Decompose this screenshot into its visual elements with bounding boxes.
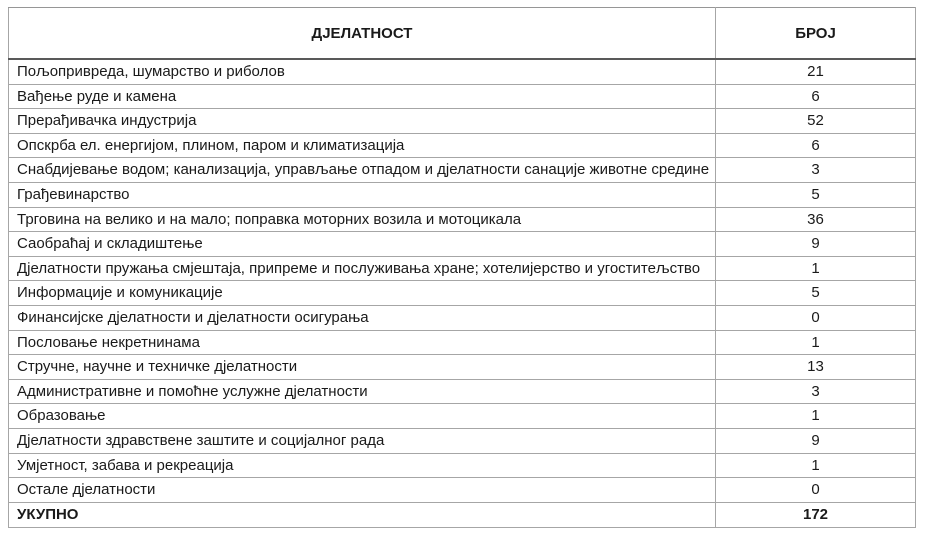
activity-cell: Дјелатности здравствене заштите и социјалног рада [9, 428, 716, 453]
count-cell: 21 [716, 59, 916, 84]
count-cell: 9 [716, 428, 916, 453]
count-cell: 3 [716, 379, 916, 404]
activities-table [8, 7, 916, 528]
table-row [9, 404, 916, 429]
table-header-row [9, 8, 916, 60]
table-row [9, 355, 916, 380]
count-cell: 0 [716, 478, 916, 503]
activity-cell: Саобраћај и складиштење [9, 232, 716, 257]
table-row [9, 207, 916, 232]
activity-cell: Образовање [9, 404, 716, 429]
activity-cell: Трговина на велико и на мало; поправка моторних возила и мотоцикала [9, 207, 716, 232]
count-cell: 9 [716, 232, 916, 257]
count-cell: 36 [716, 207, 916, 232]
table-row [9, 133, 916, 158]
table-row [9, 59, 916, 84]
count-cell: 6 [716, 84, 916, 109]
table-row [9, 379, 916, 404]
activity-cell: Вађење руде и камена [9, 84, 716, 109]
table-row [9, 453, 916, 478]
table-row [9, 84, 916, 109]
count-cell: 5 [716, 281, 916, 306]
table-row [9, 182, 916, 207]
activity-cell: Дјелатности пружања смјештаја, припреме и послуживања хране; хотелијерство и угоститељство [9, 256, 716, 281]
count-cell: 1 [716, 453, 916, 478]
table-row [9, 330, 916, 355]
activity-cell: Грађевинарство [9, 182, 716, 207]
table-row [9, 428, 916, 453]
table-total-row [9, 502, 916, 527]
activity-cell: Административне и помоћне услужне дјелатности [9, 379, 716, 404]
count-cell: 52 [716, 109, 916, 134]
table-row [9, 109, 916, 134]
count-cell: 5 [716, 182, 916, 207]
activity-cell: Стручне, научне и техничке дјелатности [9, 355, 716, 380]
activities-table-container [8, 7, 916, 528]
table-row [9, 256, 916, 281]
count-cell: 3 [716, 158, 916, 183]
activity-cell: Умјетност, забава и рекреација [9, 453, 716, 478]
column-header-count: БРОЈ [716, 8, 916, 60]
count-cell: 0 [716, 305, 916, 330]
activity-cell: Прерађивачка индустрија [9, 109, 716, 134]
table-row [9, 232, 916, 257]
total-label-cell: УКУПНО [9, 502, 716, 527]
activity-cell: Опскрба ел. енергијом, плином, паром и климатизација [9, 133, 716, 158]
table-row [9, 478, 916, 503]
table-row [9, 305, 916, 330]
total-count-cell: 172 [716, 502, 916, 527]
count-cell: 1 [716, 256, 916, 281]
count-cell: 1 [716, 404, 916, 429]
count-cell: 6 [716, 133, 916, 158]
activity-cell: Финансијске дјелатности и дјелатности осигурања [9, 305, 716, 330]
count-cell: 13 [716, 355, 916, 380]
activity-cell: Информације и комуникације [9, 281, 716, 306]
activity-cell: Пољопривреда, шумарство и риболов [9, 59, 716, 84]
activity-cell: Остале дјелатности [9, 478, 716, 503]
table-row [9, 158, 916, 183]
count-cell: 1 [716, 330, 916, 355]
column-header-activity: ДЈЕЛАТНОСТ [9, 8, 716, 60]
activity-cell: Пословање некретнинама [9, 330, 716, 355]
activity-cell: Снабдијевање водом; канализација, управљање отпадом и дјелатности санације животне средине [9, 158, 716, 183]
table-row [9, 281, 916, 306]
